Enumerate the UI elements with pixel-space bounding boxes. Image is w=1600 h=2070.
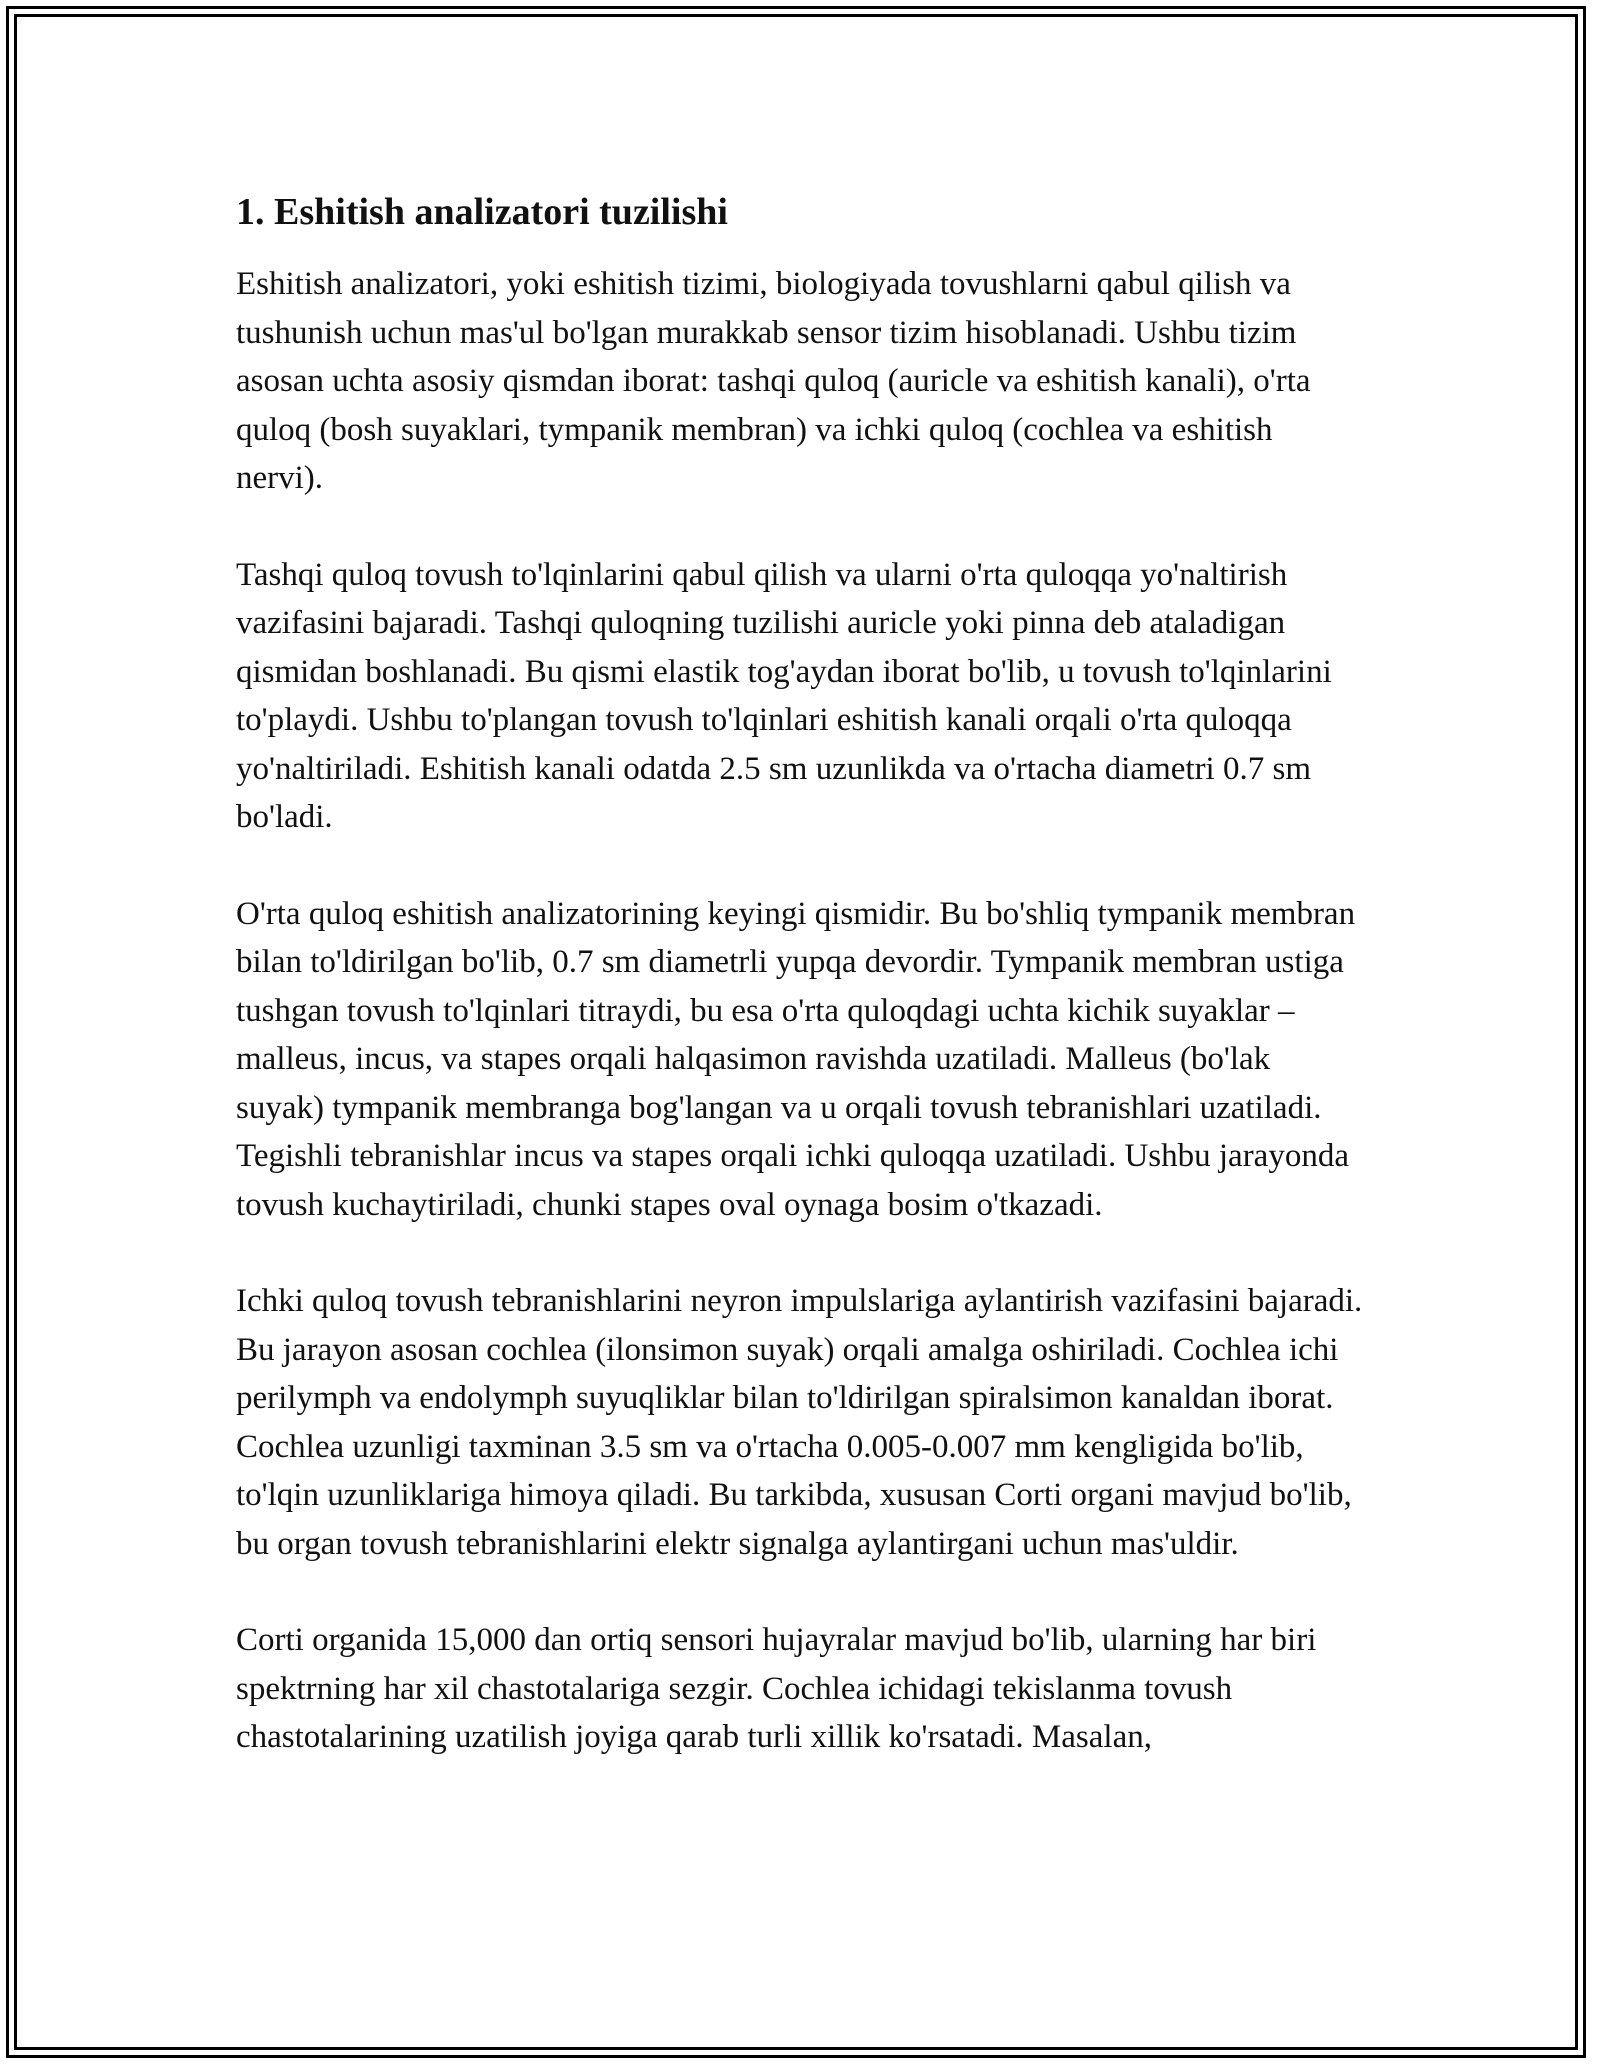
paragraph-intro: Eshitish analizatori, yoki eshitish tizimi, biologiyada tovushlarni qabul qilish va tushunish uchun mas'ul bo'lgan murakkab sensor tizim hisoblanadi. Ushbu tizim asosan uchta asosiy qismdan iborat: tashqi quloq (auricle va eshitish kanali), o'rta quloq (bosh suyaklari, tympanik membran) va ichki quloq (cochlea va eshitish nervi). (236, 266, 1311, 496)
document-body (236, 188, 1366, 1810)
paragraph-outer-ear: Tashqi quloq tovush to'lqinlarini qabul qilish va ularni o'rta quloqqa yo'naltirish vazifasini bajaradi. Tashqi quloqning tuzilishi auricle yoki pinna deb ataladigan qismidan boshlanadi. Bu qismi elastik tog'aydan iborat bo'lib, u tovush to'lqinlarini to'playdi. Ushbu to'plangan tovush to'lqinlari eshitish kanali orqali o'rta quloqqa yo'naltiriladi. Eshitish kanali odatda 2.5 sm uzunlikda va o'rtacha diametri 0.7 sm bo'ladi. (236, 556, 1332, 835)
paragraph-middle-ear: O'rta quloq eshitish analizatorining keyingi qismidir. Bu bo'shliq tympanik membran bilan to'ldirilgan bo'lib, 0.7 sm diametrli yupqa devordir. Tympanik membran ustiga tushgan tovush to'lqinlari titraydi, bu esa o'rta quloqdagi uchta kichik suyaklar – malleus, incus, va stapes orqali halqasimon ravishda uzatiladi. Malleus (bo'lak suyak) tympanik membranga bog'langan va u orqali tovush tebranishlari uzatiladi. Tegishli tebranishlar incus va stapes orqali ichki quloqqa uzatiladi. Ushbu jarayonda tovush kuchaytiriladi, chunki stapes oval oynaga bosim o'tkazadi. (236, 895, 1356, 1223)
paragraph-inner-ear: Ichki quloq tovush tebranishlarini neyron impulslariga aylantirish vazifasini bajaradi. Bu jarayon asosan cochlea (ilonsimon suyak) orqali amalga oshiriladi. Cochlea ichi perilymph va endolymph suyuqliklar bilan to'ldirilgan spiralsimon kanaldan iborat. Cochlea uzunligi taxminan 3.5 sm va o'rtacha 0.005-0.007 mm kengligida bo'lib, to'lqin uzunliklariga himoya qiladi. Bu tarkibda, xususan Corti organi mavjud bo'lib, bu organ tovush tebranishlarini elektr signalga aylantirgani uchun mas'uldir. (236, 1283, 1363, 1562)
paragraph-corti-organ: Corti organida 15,000 dan ortiq sensori hujayralar mavjud bo'lib, ularning har biri spektrning har xil chastotalariga sezgir. Cochlea ichidagi tekislanma tovush chastotalarining uzatilish joyiga qarab turli xillik ko'rsatadi. Masalan, (236, 1622, 1317, 1755)
section-heading: 1. Eshitish analizatori tuzilishi (236, 191, 728, 233)
